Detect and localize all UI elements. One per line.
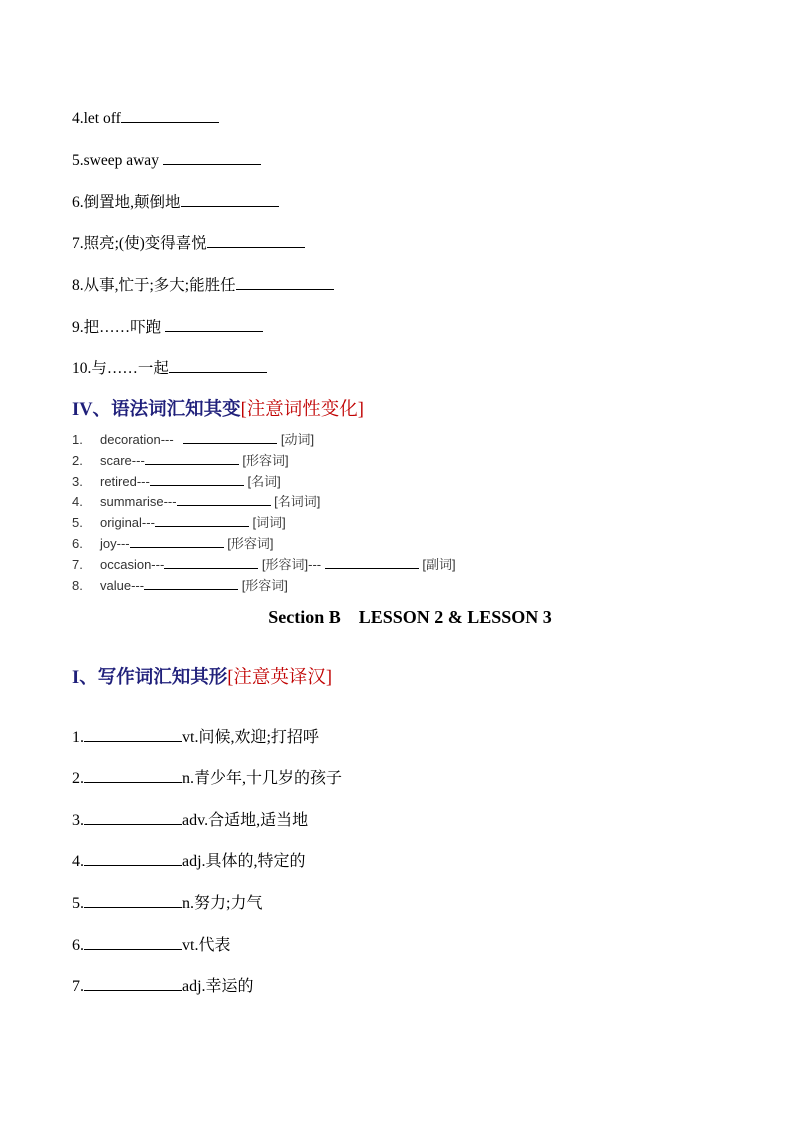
item-hint: [形容词]--- bbox=[258, 556, 325, 572]
list-item bbox=[72, 555, 456, 576]
writing-item bbox=[72, 726, 319, 748]
item-word: occasion--- bbox=[100, 556, 165, 572]
item-definition: vt.问候,欢迎;打招呼 bbox=[182, 729, 319, 746]
item-hint: [动词] bbox=[277, 432, 315, 447]
answer-blank[interactable] bbox=[325, 555, 419, 569]
answer-blank[interactable] bbox=[150, 472, 244, 486]
vocab-item bbox=[72, 316, 263, 338]
list-item bbox=[72, 451, 456, 472]
list-item bbox=[72, 576, 456, 597]
item-hint: [形容词] bbox=[223, 535, 274, 551]
word-form-list bbox=[72, 430, 456, 596]
item-hint: [副词] bbox=[418, 556, 456, 572]
list-item bbox=[72, 430, 456, 451]
section-title: 写作词汇知其形 bbox=[97, 668, 228, 688]
item-number: 2. bbox=[72, 770, 84, 787]
item-number: 1. bbox=[72, 729, 84, 746]
item-number: 3. bbox=[72, 473, 83, 489]
vocab-item bbox=[72, 149, 261, 171]
writing-item bbox=[72, 767, 342, 789]
item-word: original--- bbox=[100, 515, 155, 531]
answer-blank[interactable] bbox=[84, 975, 182, 991]
answer-blank[interactable] bbox=[130, 534, 224, 548]
item-word: value--- bbox=[100, 577, 145, 593]
writing-item bbox=[72, 809, 308, 831]
vocab-item bbox=[72, 232, 305, 254]
vocab-prompt: 5.sweep away bbox=[72, 152, 163, 169]
vocab-prompt: 4.let off bbox=[72, 110, 121, 127]
vocab-item bbox=[72, 107, 219, 129]
item-word: summarise--- bbox=[100, 494, 177, 510]
answer-blank[interactable] bbox=[144, 576, 238, 590]
item-number: 3. bbox=[72, 812, 84, 829]
section-number: IV、 bbox=[72, 400, 112, 420]
section-heading-i bbox=[72, 666, 332, 690]
answer-blank[interactable] bbox=[84, 767, 182, 783]
answer-blank[interactable] bbox=[121, 107, 219, 123]
answer-blank[interactable] bbox=[165, 316, 263, 332]
item-number: 8. bbox=[72, 577, 83, 593]
answer-blank[interactable] bbox=[163, 149, 261, 165]
list-item bbox=[72, 534, 456, 555]
item-definition: n.努力;力气 bbox=[182, 895, 263, 912]
vocab-prompt: 9.把……吓跑 bbox=[72, 319, 166, 336]
section-b-title: Section B LESSON 2 & LESSON 3 bbox=[268, 607, 552, 627]
list-item bbox=[72, 513, 456, 534]
item-number: 1. bbox=[72, 432, 83, 447]
answer-blank[interactable] bbox=[207, 232, 305, 248]
item-word: scare--- bbox=[100, 452, 145, 468]
answer-blank[interactable] bbox=[236, 274, 334, 290]
answer-blank[interactable] bbox=[84, 892, 182, 908]
item-word: joy--- bbox=[100, 535, 130, 551]
item-definition: n.青少年,十几岁的孩子 bbox=[182, 770, 343, 787]
answer-blank[interactable] bbox=[84, 809, 182, 825]
answer-blank[interactable] bbox=[84, 850, 182, 866]
vocab-prompt: 10.与……一起 bbox=[72, 360, 169, 377]
item-definition: adj.具体的,特定的 bbox=[182, 853, 306, 870]
vocab-item bbox=[72, 357, 267, 379]
writing-item bbox=[72, 975, 254, 997]
answer-blank[interactable] bbox=[169, 357, 267, 373]
answer-blank[interactable] bbox=[84, 726, 182, 742]
list-item bbox=[72, 492, 456, 513]
answer-blank[interactable] bbox=[177, 492, 271, 506]
list-item bbox=[72, 472, 456, 493]
item-word: decoration--- bbox=[100, 432, 178, 447]
item-number: 4. bbox=[72, 494, 83, 510]
vocab-prompt: 8.从事,忙于;多大;能胜任 bbox=[72, 277, 236, 294]
item-word: retired--- bbox=[100, 473, 150, 489]
item-hint: [名词] bbox=[243, 473, 281, 489]
item-definition: adj.幸运的 bbox=[182, 978, 254, 995]
section-note: [注意英译汉] bbox=[227, 668, 333, 688]
section-number: I、 bbox=[72, 668, 98, 688]
item-hint: [形容词] bbox=[238, 452, 289, 468]
section-title: 语法词汇知其变 bbox=[111, 400, 241, 420]
answer-blank[interactable] bbox=[145, 451, 239, 465]
item-number: 7. bbox=[72, 556, 83, 572]
answer-blank[interactable] bbox=[164, 555, 258, 569]
answer-blank[interactable] bbox=[183, 430, 277, 444]
item-hint: [词词] bbox=[248, 515, 286, 531]
item-definition: vt.代表 bbox=[182, 937, 231, 954]
vocab-item bbox=[72, 274, 334, 296]
answer-blank[interactable] bbox=[84, 934, 182, 950]
item-number: 4. bbox=[72, 853, 84, 870]
item-number: 6. bbox=[72, 937, 84, 954]
item-definition: adv.合适地,适当地 bbox=[182, 812, 309, 829]
item-number: 2. bbox=[72, 452, 83, 468]
writing-item bbox=[72, 934, 230, 956]
section-heading-iv bbox=[72, 398, 364, 422]
answer-blank[interactable] bbox=[155, 513, 249, 527]
writing-item bbox=[72, 892, 262, 914]
item-hint: [名词词] bbox=[270, 494, 321, 510]
vocab-prompt: 7.照亮;(使)变得喜悦 bbox=[72, 235, 207, 252]
answer-blank[interactable] bbox=[181, 191, 279, 207]
item-number: 5. bbox=[72, 895, 84, 912]
section-note: [注意词性变化] bbox=[240, 400, 364, 420]
item-number: 5. bbox=[72, 515, 83, 531]
vocab-prompt: 6.倒置地,颠倒地 bbox=[72, 194, 181, 211]
item-number: 7. bbox=[72, 978, 84, 995]
writing-item bbox=[72, 850, 306, 872]
item-hint: [形容词] bbox=[238, 577, 288, 593]
vocab-item bbox=[72, 191, 279, 213]
item-number: 6. bbox=[72, 535, 83, 551]
